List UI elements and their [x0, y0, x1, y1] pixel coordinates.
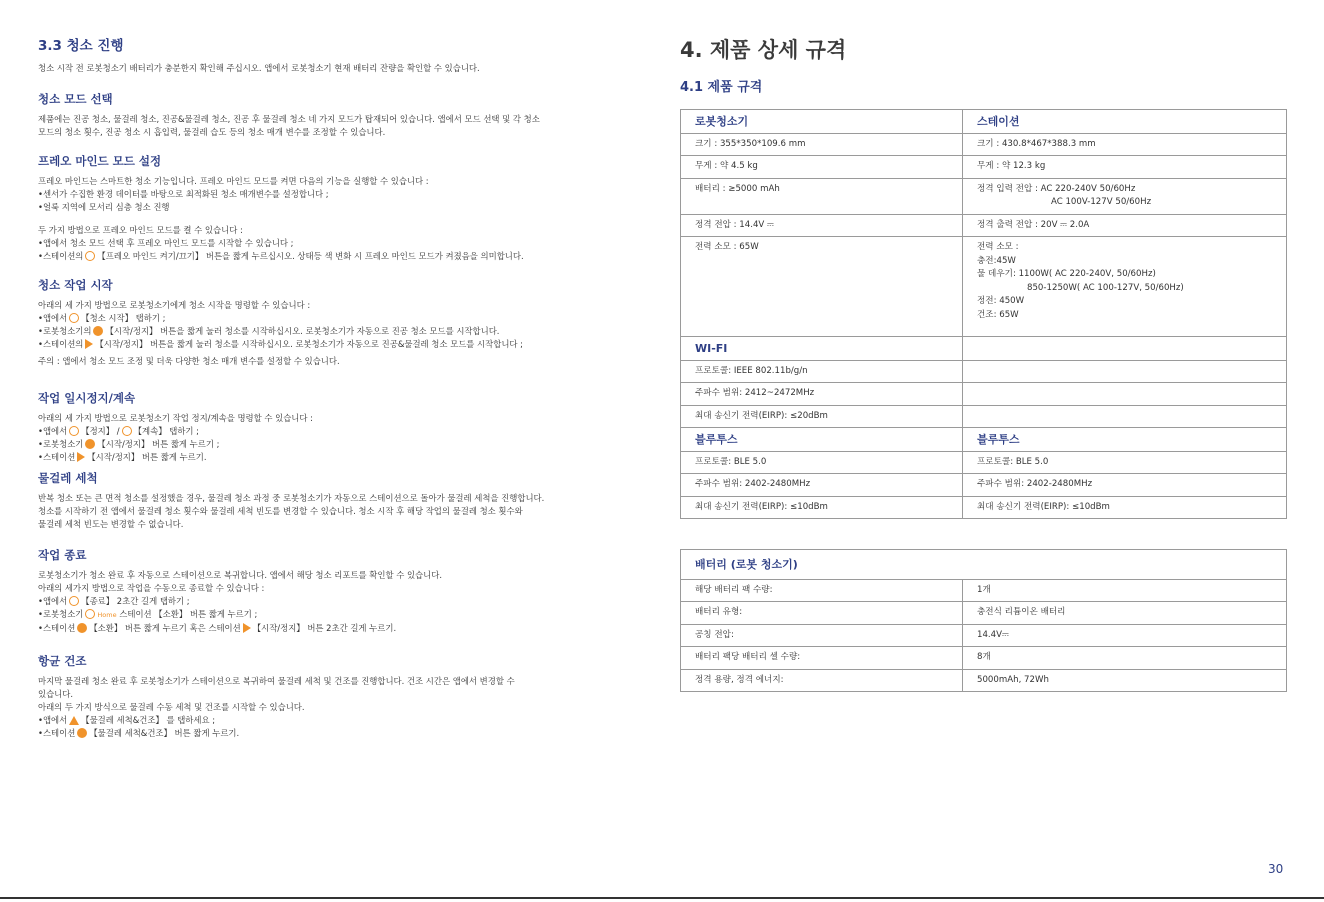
- home-icon: [77, 623, 87, 633]
- battery-value: 14.4V⎓: [963, 624, 1287, 647]
- mode-line: 모드의 청소 횟수, 진공 청소 시 흡입력, 물걸레 습도 등의 청소 매개 변수를 조정할 수 있습니다.: [38, 127, 386, 137]
- bt-protocol-station: 프로토콜: BLE 5.0: [963, 451, 1287, 474]
- left-column: [38, 34, 648, 740]
- wifi-header: WI-FI: [681, 337, 963, 361]
- battery-value: 5000mAh, 72Wh: [963, 669, 1287, 692]
- finish-app-line: •앱에서 【종료】 2초간 길게 탭하기 ;: [38, 596, 190, 606]
- robot-header: 로봇청소기: [681, 110, 963, 134]
- battery-label: 공칭 전압:: [681, 624, 963, 647]
- start-note: 주의 : 앱에서 청소 모드 조정 및 더욱 다양한 청소 매개 변수를 설정할 수 있습니다.: [38, 356, 340, 366]
- wifi-power: 최대 송신기 전력(EIRP): ≤20dBm: [681, 405, 963, 428]
- table-row: [681, 647, 1287, 670]
- table-row: [681, 474, 1287, 497]
- dry-icon: [77, 728, 87, 738]
- battery-value: 8개: [963, 647, 1287, 670]
- mop-line: 반복 청소 또는 큰 면적 청소를 설정했을 경우, 물걸레 청소 과정 중 로봇청소기가 자동으로 스테이션으로 돌아가 물걸레 세척을 진행합니다.: [38, 493, 545, 503]
- dry-app-line: •앱에서 【물걸레 세척&건조】 를 탭하세요 ;: [38, 715, 216, 725]
- intro-text: 청소 시작 전 로봇청소기 배터리가 충분한지 확인해 주십시오. 앱에서 로봇청소기 현재 배터리 잔량을 확인할 수 있습니다.: [38, 63, 480, 73]
- finish-line: 로봇청소기가 청소 완료 후 자동으로 스테이션으로 복귀합니다. 앱에서 해당 청소 리포트를 확인할 수 있습니다.: [38, 570, 442, 580]
- freo-line: •센서가 수집한 환경 데이터를 바탕으로 최적화된 청소 매개변수를 설정합니다 ;: [38, 189, 329, 199]
- station-output: 정격 출력 전압 : 20V ⎓ 2.0A: [963, 214, 1287, 237]
- table-row: [681, 405, 1287, 428]
- mode-line: 제품에는 진공 청소, 물걸레 청소, 진공&물걸레 청소, 진공 후 물걸레 청소 네 가지 모드가 탑재되어 있습니다. 앱에서 모드 선택 및 각 청소: [38, 114, 540, 124]
- freo-station-line: •스테이션의 【프레오 마인드 켜기/끄기】 버튼을 짧게 누르십시오. 상태등 색 변화 시 프레오 마인드 모드가 켜졌음을 의미합니다.: [38, 251, 524, 261]
- station-power: 전력 소모 : 충전:45W 물 데우기: 1100W( AC 220-240V, 50/60Hz) 850-1250W( AC 100-127V, 50/60Hz) 정전: 450W 건조: 65W: [963, 237, 1287, 337]
- table-row: [681, 237, 1287, 337]
- pause-robot-line: •로봇청소기 【시작/정지】 버튼 짧게 누르기 ;: [38, 439, 220, 449]
- spec-subtitle: 4.1 제품 규격: [680, 80, 763, 95]
- spec-table: [680, 109, 1287, 519]
- start-robot-line: •로봇청소기의 【시작/정지】 버튼을 짧게 눌러 청소를 시작하십시오. 로봇청소기가 자동으로 진공 청소 모드를 시작합니다.: [38, 326, 500, 336]
- table-row: [681, 133, 1287, 156]
- play-icon: [77, 452, 85, 462]
- table-row: [681, 579, 1287, 602]
- battery-label: 정격 용량, 정격 에너지:: [681, 669, 963, 692]
- table-row: [681, 214, 1287, 237]
- mop-line: 물걸레 세척 빈도는 변경할 수 없습니다.: [38, 519, 184, 529]
- dry-line: 아래의 두 가지 방식으로 물걸레 수동 세척 및 건조를 시작할 수 있습니다.: [38, 702, 305, 712]
- finish-line: 아래의 세가지 방법으로 작업을 수동으로 종료할 수 있습니다 :: [38, 583, 265, 593]
- freo-icon: [85, 251, 95, 261]
- station-size: 크기 : 430.8*467*388.3 mm: [963, 133, 1287, 156]
- robot-battery: 배터리 : ≥5000 mAh: [681, 178, 963, 214]
- mode-heading: 청소 모드 선택: [38, 92, 113, 106]
- stop-icon: [69, 596, 79, 606]
- pause-heading: 작업 일시정지/계속: [38, 391, 136, 405]
- freo-line: 프레오 마인드는 스마트한 청소 기능입니다. 프레오 마인드 모드를 켜면 다음의 기능을 실행할 수 있습니다 :: [38, 176, 429, 186]
- start-line: 아래의 세 가지 방법으로 로봇청소기에게 청소 시작을 명령할 수 있습니다 :: [38, 300, 311, 310]
- robot-weight: 무게 : 약 4.5 kg: [681, 156, 963, 179]
- bt-frequency-robot: 주파수 범위: 2402-2480MHz: [681, 474, 963, 497]
- station-input: 정격 입력 전압 : AC 220-240V 50/60Hz AC 100V-127V 50/60Hz: [963, 178, 1287, 214]
- home-icon: [85, 609, 95, 619]
- bottom-rule: [0, 897, 1324, 899]
- robot-voltage: 정격 전압 : 14.4V ⎓: [681, 214, 963, 237]
- table-row: [681, 360, 1287, 383]
- play-icon: [69, 313, 79, 323]
- battery-label: 배터리 유형:: [681, 602, 963, 625]
- bt-header-robot: 블루투스: [681, 428, 963, 452]
- robot-size: 크기 : 355*350*109.6 mm: [681, 133, 963, 156]
- finish-robot-line: •로봇청소기 Home 스테이션 【소환】 버튼 짧게 누르기 ;: [38, 609, 258, 619]
- battery-label: 해당 배터리 팩 수량:: [681, 579, 963, 602]
- dry-station-line: •스테이션 【물걸레 세척&건조】 버튼 짧게 누르기.: [38, 728, 240, 738]
- dry-heading: 항균 건조: [38, 654, 87, 668]
- power-icon: [85, 439, 95, 449]
- table-row: [681, 110, 1287, 134]
- table-row: [681, 178, 1287, 214]
- table-row: [681, 451, 1287, 474]
- dry-line: 마지막 물걸레 청소 완료 후 로봇청소기가 스테이션으로 복귀하여 물걸레 세척 및 건조를 진행합니다. 건조 시간은 앱에서 변경할 수: [38, 676, 515, 686]
- wifi-protocol: 프로토콜: IEEE 802.11b/g/n: [681, 360, 963, 383]
- bt-power-robot: 최대 송신기 전력(EIRP): ≤10dBm: [681, 496, 963, 519]
- station-header: 스테이션: [963, 110, 1287, 134]
- table-row: [681, 383, 1287, 406]
- battery-header: 배터리 (로봇 청소기): [681, 550, 1287, 580]
- table-row: [681, 156, 1287, 179]
- bt-power-station: 최대 송신기 전력(EIRP): ≤10dBm: [963, 496, 1287, 519]
- robot-power: 전력 소모 : 65W: [681, 237, 963, 337]
- battery-value: 충전식 리튬이온 배터리: [963, 602, 1287, 625]
- bt-header-station: 블루투스: [963, 428, 1287, 452]
- page-number: 30: [1268, 862, 1284, 876]
- table-row: [681, 602, 1287, 625]
- finish-heading: 작업 종료: [38, 548, 87, 562]
- mop-heading: 물걸레 세척: [38, 471, 98, 485]
- pause-station-line: •스테이션 【시작/정지】 버튼 짧게 누르기.: [38, 452, 207, 462]
- start-station-line: •스테이션의 【시작/정지】 버튼을 짧게 눌러 청소를 시작하십시오. 로봇청소기가 자동으로 진공&물걸레 청소 모드를 시작합니다 ;: [38, 339, 523, 349]
- freo-line: •얼룩 지역에 모서리 심층 청소 진행: [38, 202, 170, 212]
- bt-protocol-robot: 프로토콜: BLE 5.0: [681, 451, 963, 474]
- section-title: 3.3 청소 진행: [38, 38, 124, 54]
- warning-icon: [69, 716, 79, 725]
- pause-icon: [69, 426, 79, 436]
- play-icon: [243, 623, 251, 633]
- freo-line: 두 가지 방법으로 프레오 마인드 모드를 켤 수 있습니다 :: [38, 225, 243, 235]
- play-icon: [85, 339, 93, 349]
- power-icon: [93, 326, 103, 336]
- dry-line: 있습니다.: [38, 689, 74, 699]
- table-row: [681, 550, 1287, 580]
- pause-line: 아래의 세 가지 방법으로 로봇청소기 작업 정지/계속을 명령할 수 있습니다 :: [38, 413, 313, 423]
- battery-table: [680, 549, 1287, 692]
- start-heading: 청소 작업 시작: [38, 278, 113, 292]
- table-row: [681, 669, 1287, 692]
- table-row: [681, 496, 1287, 519]
- battery-label: 배터리 팩당 배터리 셀 수량:: [681, 647, 963, 670]
- mop-line: 청소를 시작하기 전 앱에서 물걸레 청소 횟수와 물걸레 세척 빈도를 변경할 수 있습니다. 청소 시작 후 해당 작업의 물걸레 청소 횟수와: [38, 506, 523, 516]
- table-row: [681, 428, 1287, 452]
- table-row: [681, 337, 1287, 361]
- pause-app-line: •앱에서 【정지】 / 【계속】 탭하기 ;: [38, 426, 199, 436]
- station-weight: 무게 : 약 12.3 kg: [963, 156, 1287, 179]
- spec-title: 4. 제품 상세 규격: [680, 38, 847, 62]
- battery-value: 1개: [963, 579, 1287, 602]
- right-column: [680, 34, 1290, 692]
- freo-line: •앱에서 청소 모드 선택 후 프레오 마인드 모드를 시작할 수 있습니다 ;: [38, 238, 294, 248]
- wifi-frequency: 주파수 범위: 2412~2472MHz: [681, 383, 963, 406]
- freo-heading: 프레오 마인드 모드 설정: [38, 154, 162, 168]
- play-icon: [122, 426, 132, 436]
- finish-station-line: •스테이션 【소환】 버튼 짧게 누르기 혹은 스테이션 【시작/정지】 버튼 2초간 길게 누르기.: [38, 623, 397, 633]
- start-app-line: •앱에서 【청소 시작】 탭하기 ;: [38, 313, 166, 323]
- table-row: [681, 624, 1287, 647]
- bt-frequency-station: 주파수 범위: 2402-2480MHz: [963, 474, 1287, 497]
